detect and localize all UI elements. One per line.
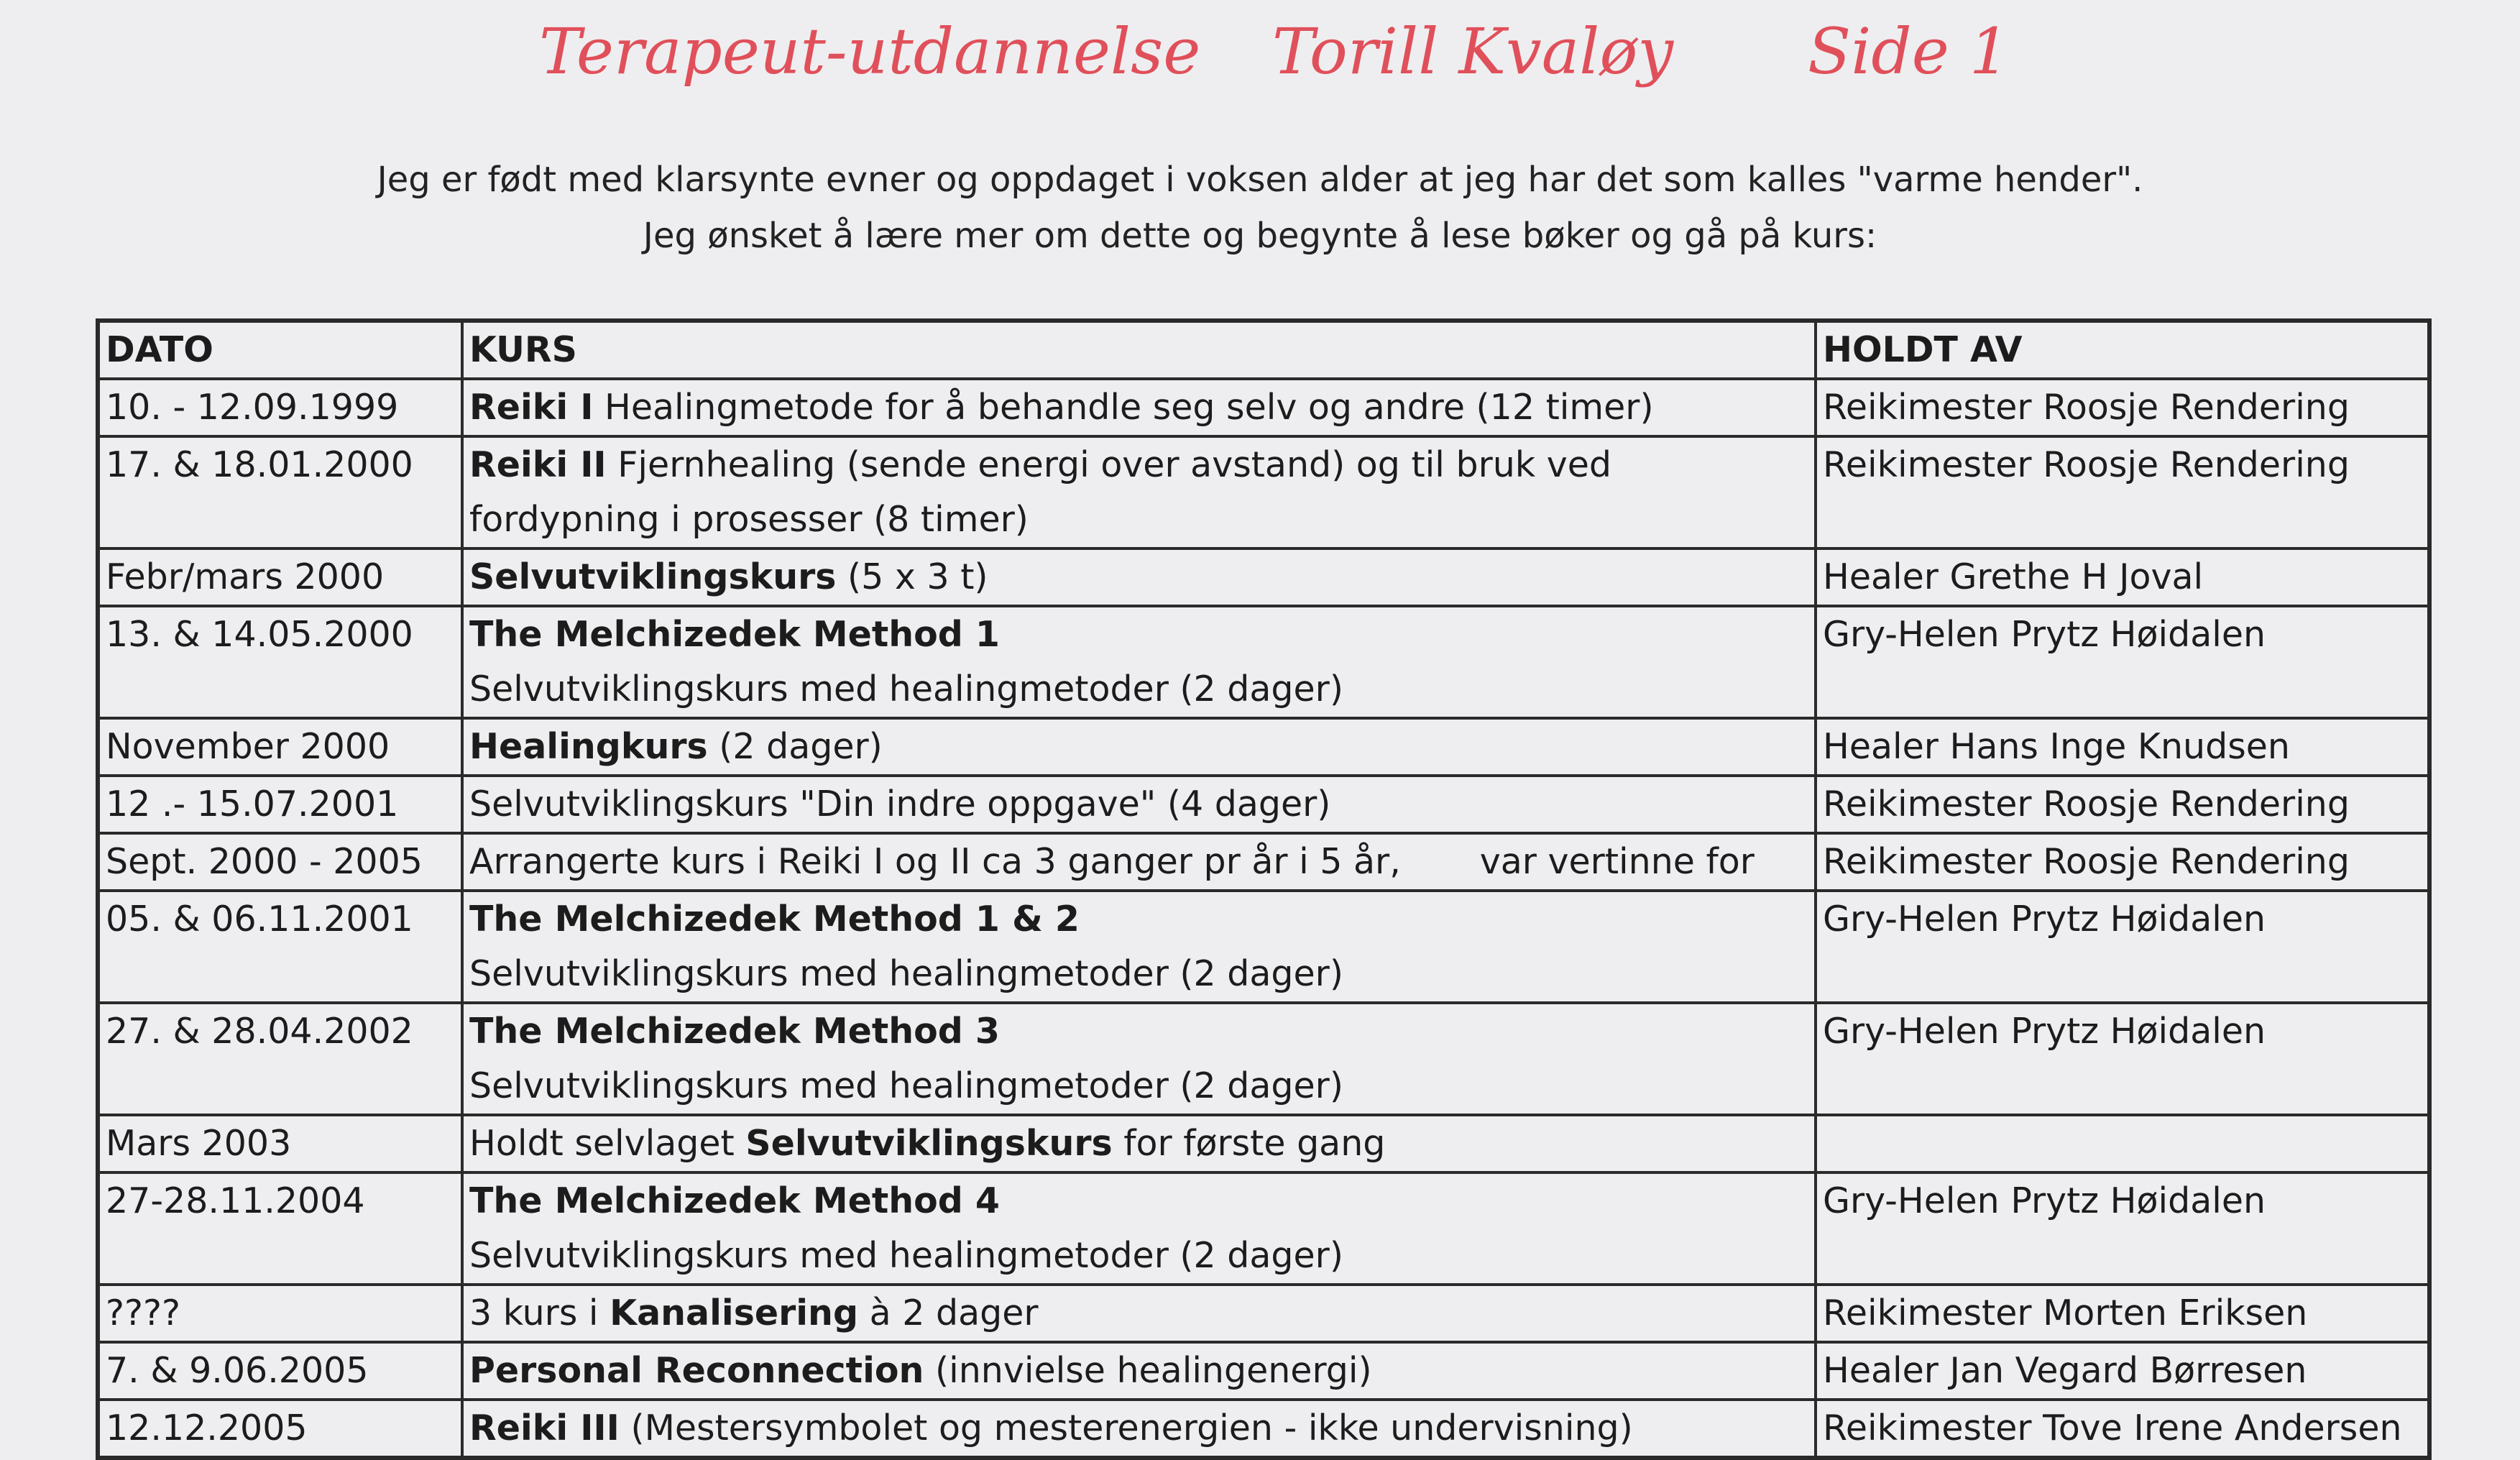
cell-date: 27-28.11.2004 — [98, 1172, 462, 1285]
course-name: The Melchizedek Method 1 — [469, 614, 1001, 655]
table-row — [98, 379, 2429, 436]
course-line-1 — [469, 380, 1808, 435]
cell-instructor: Healer Hans Inge Knudsen — [1816, 718, 2429, 776]
table-row — [98, 1003, 2429, 1115]
course-text: 3 kurs i — [469, 1293, 610, 1333]
table-row — [98, 833, 2429, 891]
header-holdt-av: HOLDT AV — [1816, 321, 2429, 379]
course-name: Personal Reconnection — [469, 1350, 924, 1391]
cell-date: 10. - 12.09.1999 — [98, 379, 462, 436]
course-line-2: Selvutviklingskurs med healingmetoder (2 dager) — [469, 1235, 1343, 1276]
course-line-2: Selvutviklingskurs med healingmetoder (2 dager) — [469, 953, 1343, 994]
course-detail: (Mestersymbolet og mesterenergien - ikke undervisning) — [619, 1408, 1633, 1448]
cell-course — [462, 776, 1816, 833]
course-detail: for første gang — [1112, 1123, 1386, 1164]
course-text: Selvutviklingskurs "Din indre oppgave" (4 dager) — [469, 784, 1331, 825]
cell-instructor — [1816, 1115, 2429, 1172]
course-line-1 — [469, 1174, 1808, 1229]
course-text: Arrangerte kurs i Reiki I og II ca 3 ganger pr år i 5 år, — [469, 841, 1401, 882]
cell-instructor: Reikimester Roosje Rendering — [1816, 776, 2429, 833]
cell-instructor: Reikimester Roosje Rendering — [1816, 436, 2429, 548]
cell-instructor: Gry-Helen Prytz Høidalen — [1816, 1003, 2429, 1115]
course-line-2: Selvutviklingskurs med healingmetoder (2 dager) — [469, 1065, 1343, 1106]
course-name: Reiki I — [469, 387, 594, 428]
course-line-1 — [469, 1401, 1808, 1456]
table-row — [98, 718, 2429, 776]
table-row — [98, 776, 2429, 833]
cell-instructor: Gry-Helen Prytz Høidalen — [1816, 606, 2429, 718]
cell-date: 27. & 28.04.2002 — [98, 1003, 462, 1115]
page-header — [0, 14, 2520, 108]
course-name: Reiki III — [469, 1408, 620, 1448]
cell-date: 05. & 06.11.2001 — [98, 891, 462, 1003]
author-name: Torill Kvaløy — [1272, 14, 1674, 88]
course-line-1 — [469, 892, 1808, 947]
cell-course — [462, 891, 1816, 1003]
course-name: Healingkurs — [469, 726, 708, 767]
cell-course — [462, 718, 1816, 776]
course-line-1 — [469, 438, 1808, 492]
cell-course — [462, 1285, 1816, 1342]
course-line-1 — [469, 835, 1808, 889]
cell-date: Sept. 2000 - 2005 — [98, 833, 462, 891]
table-row — [98, 436, 2429, 548]
course-table — [96, 318, 2432, 1460]
course-line-1 — [469, 720, 1808, 774]
cell-instructor: Gry-Helen Prytz Høidalen — [1816, 1172, 2429, 1285]
course-detail: (5 x 3 t) — [836, 556, 988, 597]
course-name: Kanalisering — [610, 1293, 859, 1333]
cell-instructor: Reikimester Roosje Rendering — [1816, 379, 2429, 436]
course-line-1 — [469, 550, 1808, 605]
cell-date: 13. & 14.05.2000 — [98, 606, 462, 718]
cell-instructor: Reikimester Tove Irene Andersen — [1816, 1400, 2429, 1458]
table-body — [98, 379, 2429, 1458]
cell-course — [462, 1342, 1816, 1400]
course-line-2: Selvutviklingskurs med healingmetoder (2 dager) — [469, 669, 1343, 710]
intro-line-1: Jeg er født med klarsynte evner og oppdaget i voksen alder at jeg har det som kalles "varme hender". — [377, 160, 2143, 200]
cell-date: Mars 2003 — [98, 1115, 462, 1172]
course-name: Selvutviklingskurs — [469, 556, 837, 597]
table-row — [98, 1172, 2429, 1285]
course-line-1 — [469, 607, 1808, 662]
cell-date: 12 .- 15.07.2001 — [98, 776, 462, 833]
cell-course — [462, 606, 1816, 718]
table-row — [98, 548, 2429, 606]
course-detail: Healingmetode for å behandle seg selv og andre (12 timer) — [593, 387, 1654, 428]
cell-course — [462, 833, 1816, 891]
table-row — [98, 891, 2429, 1003]
course-line-1 — [469, 1116, 1808, 1171]
cell-instructor: Reikimester Morten Eriksen — [1816, 1285, 2429, 1342]
cell-date: ???? — [98, 1285, 462, 1342]
course-detail: Fjernhealing (sende energi over avstand) og til bruk ved — [606, 444, 1611, 485]
course-name: The Melchizedek Method 4 — [469, 1180, 1001, 1221]
cell-date: 17. & 18.01.2000 — [98, 436, 462, 548]
cell-course — [462, 436, 1816, 548]
table-row — [98, 606, 2429, 718]
cell-course — [462, 1172, 1816, 1285]
cell-course — [462, 548, 1816, 606]
table-row — [98, 1115, 2429, 1172]
course-line-2: fordypning i prosesser (8 timer) — [469, 499, 1029, 540]
course-detail: (2 dager) — [707, 726, 883, 767]
course-line-1 — [469, 1004, 1808, 1059]
cell-date: Febr/mars 2000 — [98, 548, 462, 606]
cell-instructor: Reikimester Roosje Rendering — [1816, 833, 2429, 891]
course-line-1 — [469, 777, 1808, 832]
course-line-1 — [469, 1344, 1808, 1398]
course-line-1 — [469, 1286, 1808, 1341]
course-detail: à 2 dager — [858, 1293, 1039, 1333]
cell-course — [462, 1115, 1816, 1172]
table-row — [98, 1285, 2429, 1342]
table-row — [98, 1400, 2429, 1458]
course-name: Reiki II — [469, 444, 607, 485]
course-text: Holdt selvlaget — [469, 1123, 746, 1164]
page-number: Side 1 — [1808, 14, 2010, 88]
header-kurs: KURS — [462, 321, 1816, 379]
table-header-row — [98, 321, 2429, 379]
cell-date: 7. & 9.06.2005 — [98, 1342, 462, 1400]
course-name: The Melchizedek Method 3 — [469, 1011, 1001, 1052]
cell-instructor: Gry-Helen Prytz Høidalen — [1816, 891, 2429, 1003]
cell-course — [462, 1400, 1816, 1458]
course-note: var vertinne for — [1479, 841, 1755, 882]
cell-course — [462, 379, 1816, 436]
table-row — [98, 1342, 2429, 1400]
course-name: The Melchizedek Method 1 & 2 — [469, 899, 1080, 940]
document-title: Terapeut-utdannelse — [539, 14, 1201, 88]
cell-instructor: Healer Jan Vegard Børresen — [1816, 1342, 2429, 1400]
cell-date: 12.12.2005 — [98, 1400, 462, 1458]
header-dato: DATO — [98, 321, 462, 379]
course-detail: (innvielse healingenergi) — [924, 1350, 1372, 1391]
cell-date: November 2000 — [98, 718, 462, 776]
cell-instructor: Healer Grethe H Joval — [1816, 548, 2429, 606]
course-name: Selvutviklingskurs — [745, 1123, 1113, 1164]
intro-line-2: Jeg ønsket å lære mer om dette og begynte å lese bøker og gå på kurs: — [643, 216, 1877, 256]
cell-course — [462, 1003, 1816, 1115]
